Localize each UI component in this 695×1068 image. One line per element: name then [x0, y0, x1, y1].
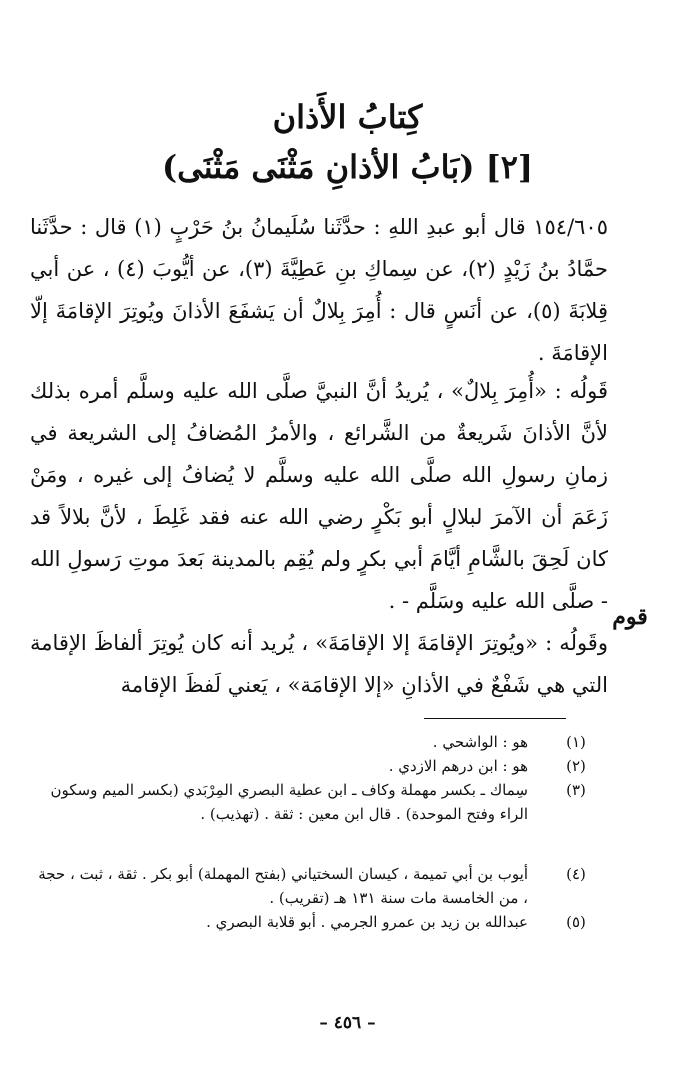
footnote — [30, 778, 590, 826]
footnote-text: سِماك ـ بكسر مهملة وكاف ـ ابن عطية البصري المِرْبَدي (بكسر الميم وسكون الراء وفتح الموحدة) . قال ابن معين : ثقة . (تهذيب) . — [50, 781, 528, 823]
footnote-number: (٢) — [566, 757, 586, 775]
footnote — [30, 754, 590, 778]
chapter-title: [٢] (بَابُ الأذانِ مَثْنَى مَثْنَى) — [161, 148, 534, 186]
footnote-number: (١) — [566, 733, 586, 751]
footnote — [30, 910, 590, 934]
book-title: كِتابُ الأَذان — [272, 98, 423, 136]
commentary-paragraph-2: وقَولُه : «ويُوتِرَ الإقامَةَ إلا الإقامَةَ» ، يُريد أنه كان يُوتِرَ ألفاظَ الإقامة التي هي شَفْعٌ في الأذانِ «إلا الإقامَة» ، يَعني لَفظَ الإقامة — [30, 631, 608, 697]
commentary-text — [30, 370, 608, 706]
hadith-paragraph: ١٥٤/٦٠٥ قال أبو عبدِ اللهِ : حدَّثَنا سُلَيمانُ بنُ حَرْبٍ (١) قال : حدَّثَنا حمَّادُ بنُ زَيْدٍ (٢)، عن سِماكِ بنِ عَطِيَّةَ (٣)، عن أيُّوبَ (٤) ، عن أبي قِلابَةَ (٥)، عن أنَسٍ قال : أُمِرَ بِلالٌ أن يَشفَعَ الأذانَ ويُوتِرَ الإقامَةَ إلّا الإقامَةَ . — [30, 215, 608, 365]
page-number: – ٤٥٦ – — [319, 1013, 376, 1033]
footnote-divider — [424, 718, 566, 719]
hadith-text — [30, 206, 608, 374]
footnote — [30, 730, 590, 754]
margin-note: قوم — [612, 604, 648, 630]
footnote-text: هو : ابن درهم الازدي . — [388, 757, 528, 775]
footnote-text: هو : الواشحي . — [432, 733, 528, 751]
footnote-number: (٤) — [566, 865, 586, 883]
footnote — [30, 862, 590, 910]
footnote-number: (٣) — [566, 781, 586, 799]
footnote-number: (٥) — [566, 913, 586, 931]
footnote-text: أيوب بن أبي تميمة ، كيسان السختياني (بفتح المهملة) أبو بكر . ثقة ، ثبت ، حجة ، من الخامسة مات سنة ١٣١ هـ (تقريب) . — [38, 865, 528, 907]
footnote-text: عبدالله بن زيد بن عمرو الجرمي . أبو قلابة البصري . — [206, 913, 528, 931]
commentary-paragraph-1: قَولُه : «أُمِرَ بِلالٌ» ، يُريدُ أنَّ النبيَّ صلَّى الله عليه وسلَّم أمره بذلك لأنَّ الأذانَ شَريعةٌ من الشَّرائع ، والأمرُ المُضافُ إلى الشريعة في زمانِ رسولِ الله صلَّى الله عليه وسلَّم لا يُضافُ إلى غيره ، ومَنْ زَعَمَ أن الآمرَ لبلالٍ أبو بَكْرٍ رضي الله عنه فقد غَلِطَ ، لأنَّ بلالاً قد كان لَحِقَ بالشَّامِ أيَّامَ أبي بكرٍ ولم يُقِم بالمدينة بَعدَ موتِ رَسولِ الله - صلَّى الله عليه وسَلَّم - . — [30, 379, 608, 613]
